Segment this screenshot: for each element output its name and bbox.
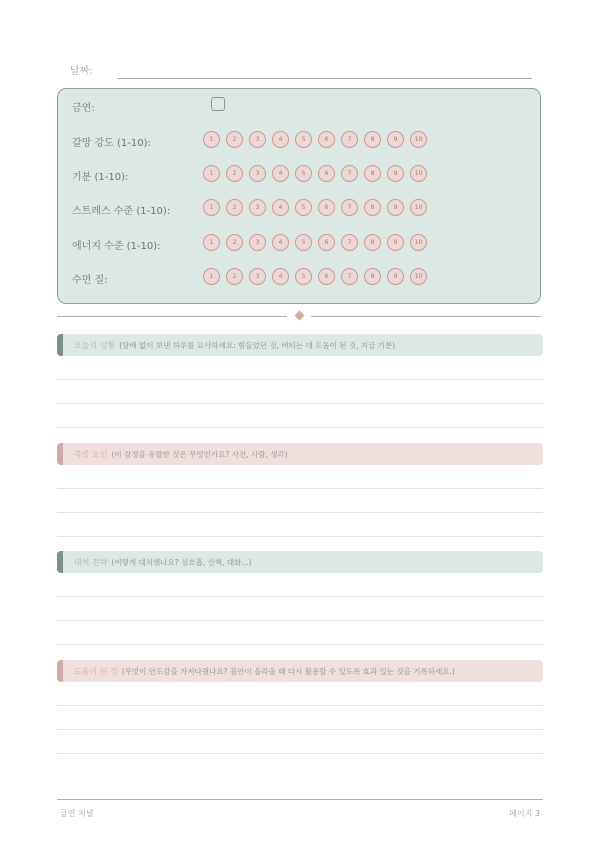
writing-line[interactable] (57, 730, 543, 754)
diamond-ornament-icon (295, 311, 305, 321)
writing-line[interactable] (57, 573, 543, 597)
date-input-line[interactable] (118, 78, 532, 79)
rating-circle[interactable]: 8 (364, 165, 381, 182)
section-title (74, 449, 288, 460)
journal-section (57, 660, 543, 754)
rating-circle[interactable]: 8 (364, 199, 381, 216)
writing-line[interactable] (57, 465, 543, 489)
rating-circle[interactable]: 10 (410, 199, 427, 216)
divider-line-right (311, 316, 541, 317)
rating-circle[interactable]: 2 (226, 268, 243, 285)
section-header (57, 334, 543, 356)
section-title (74, 340, 395, 351)
rating-circle[interactable]: 7 (341, 199, 358, 216)
rating-circle[interactable]: 2 (226, 199, 243, 216)
rating-label: 금연: (72, 103, 95, 114)
rating-circle[interactable]: 6 (318, 268, 335, 285)
rating-circle[interactable]: 9 (387, 234, 404, 251)
rating-circle[interactable]: 5 (295, 131, 312, 148)
rating-row (58, 94, 540, 118)
section-title-text: 촉발 요인 (74, 450, 108, 459)
writing-line[interactable] (57, 682, 543, 706)
rating-circle[interactable]: 7 (341, 268, 358, 285)
section-hint: (어떻게 대처했나요? 심호흡, 산책, 대화...) (111, 558, 252, 567)
journal-section (57, 334, 543, 428)
section-hint: (담배 없이 보낸 하루를 묘사하세요: 힘들었던 것, 버티는 데 도움이 된 것, 지금 기분) (119, 341, 396, 350)
rating-circle[interactable]: 1 (203, 268, 220, 285)
rating-circle[interactable]: 8 (364, 131, 381, 148)
rating-label: 기분 (1-10): (72, 172, 129, 183)
rating-circle[interactable]: 4 (272, 199, 289, 216)
rating-circle[interactable]: 9 (387, 268, 404, 285)
section-header (57, 443, 543, 465)
rating-row (58, 266, 540, 290)
smoke-free-checkbox[interactable] (211, 97, 225, 111)
page-number: 페이지 3 (509, 809, 540, 818)
writing-line[interactable] (57, 489, 543, 513)
rating-circle[interactable]: 10 (410, 131, 427, 148)
rating-circle[interactable]: 2 (226, 131, 243, 148)
writing-line[interactable] (57, 404, 543, 428)
journal-section (57, 551, 543, 645)
section-accent-bar (57, 334, 63, 356)
rating-circle[interactable]: 3 (249, 268, 266, 285)
rating-label: 수면 질: (72, 275, 108, 286)
rating-circle[interactable]: 9 (387, 165, 404, 182)
date-label: 날짜: (70, 66, 93, 77)
writing-line[interactable] (57, 356, 543, 380)
section-title (74, 666, 455, 677)
footer-divider (57, 799, 543, 800)
date-row (70, 62, 532, 80)
rating-circle[interactable]: 6 (318, 234, 335, 251)
rating-circle[interactable]: 8 (364, 234, 381, 251)
rating-circle[interactable]: 8 (364, 268, 381, 285)
rating-circle[interactable]: 3 (249, 165, 266, 182)
rating-circle[interactable]: 5 (295, 234, 312, 251)
section-title (74, 557, 251, 568)
rating-circle[interactable]: 3 (249, 131, 266, 148)
writing-line[interactable] (57, 380, 543, 404)
rating-circle[interactable]: 1 (203, 165, 220, 182)
section-accent-bar (57, 660, 63, 682)
rating-circle[interactable]: 4 (272, 131, 289, 148)
rating-circle[interactable]: 3 (249, 199, 266, 216)
rating-circle[interactable]: 1 (203, 199, 220, 216)
rating-circle[interactable]: 3 (249, 234, 266, 251)
rating-circle[interactable]: 10 (410, 234, 427, 251)
writing-line[interactable] (57, 513, 543, 537)
rating-card (57, 88, 541, 304)
writing-line[interactable] (57, 621, 543, 645)
rating-circle[interactable]: 2 (226, 234, 243, 251)
journal-section (57, 443, 543, 537)
rating-circle[interactable]: 6 (318, 165, 335, 182)
rating-circle[interactable]: 6 (318, 131, 335, 148)
rating-circle[interactable]: 9 (387, 131, 404, 148)
footer-title: 금연 저널 (60, 809, 94, 818)
section-header (57, 551, 543, 573)
rating-label: 스트레스 수준 (1-10): (72, 206, 171, 217)
section-divider (57, 316, 541, 318)
rating-label: 에너지 수준 (1-10): (72, 241, 161, 252)
rating-row (58, 232, 540, 256)
section-title-text: 오늘의 상황 (74, 341, 116, 350)
rating-circle[interactable]: 1 (203, 131, 220, 148)
section-hint: (이 감정을 유발한 것은 무엇인가요? 사건, 사람, 생각) (111, 450, 288, 459)
divider-line-left (57, 316, 287, 317)
rating-row (58, 163, 540, 187)
section-header (57, 660, 543, 682)
rating-circle[interactable]: 10 (410, 165, 427, 182)
writing-line[interactable] (57, 706, 543, 730)
section-accent-bar (57, 443, 63, 465)
section-title-text: 대처 전략 (74, 558, 108, 567)
section-hint: (무엇이 안도감을 가져다줬나요? 불안이 올라올 때 다시 활용할 수 있도록 효과 있는 것을 기록하세요.) (121, 667, 455, 676)
rating-circle[interactable]: 7 (341, 234, 358, 251)
rating-circle[interactable]: 7 (341, 165, 358, 182)
section-accent-bar (57, 551, 63, 573)
section-title-text: 도움이 된 것 (74, 667, 118, 676)
rating-circle[interactable]: 2 (226, 165, 243, 182)
rating-circle[interactable]: 4 (272, 268, 289, 285)
rating-circle[interactable]: 4 (272, 234, 289, 251)
rating-label: 갈망 강도 (1-10): (72, 138, 151, 149)
rating-circle[interactable]: 9 (387, 199, 404, 216)
rating-circle[interactable]: 6 (318, 199, 335, 216)
rating-circle[interactable]: 4 (272, 165, 289, 182)
rating-circle[interactable]: 7 (341, 131, 358, 148)
writing-line[interactable] (57, 597, 543, 621)
rating-circle[interactable]: 10 (410, 268, 427, 285)
rating-row (58, 197, 540, 221)
rating-circle[interactable]: 1 (203, 234, 220, 251)
rating-row (58, 129, 540, 153)
rating-circle[interactable]: 5 (295, 268, 312, 285)
rating-circle[interactable]: 5 (295, 165, 312, 182)
rating-circle[interactable]: 5 (295, 199, 312, 216)
